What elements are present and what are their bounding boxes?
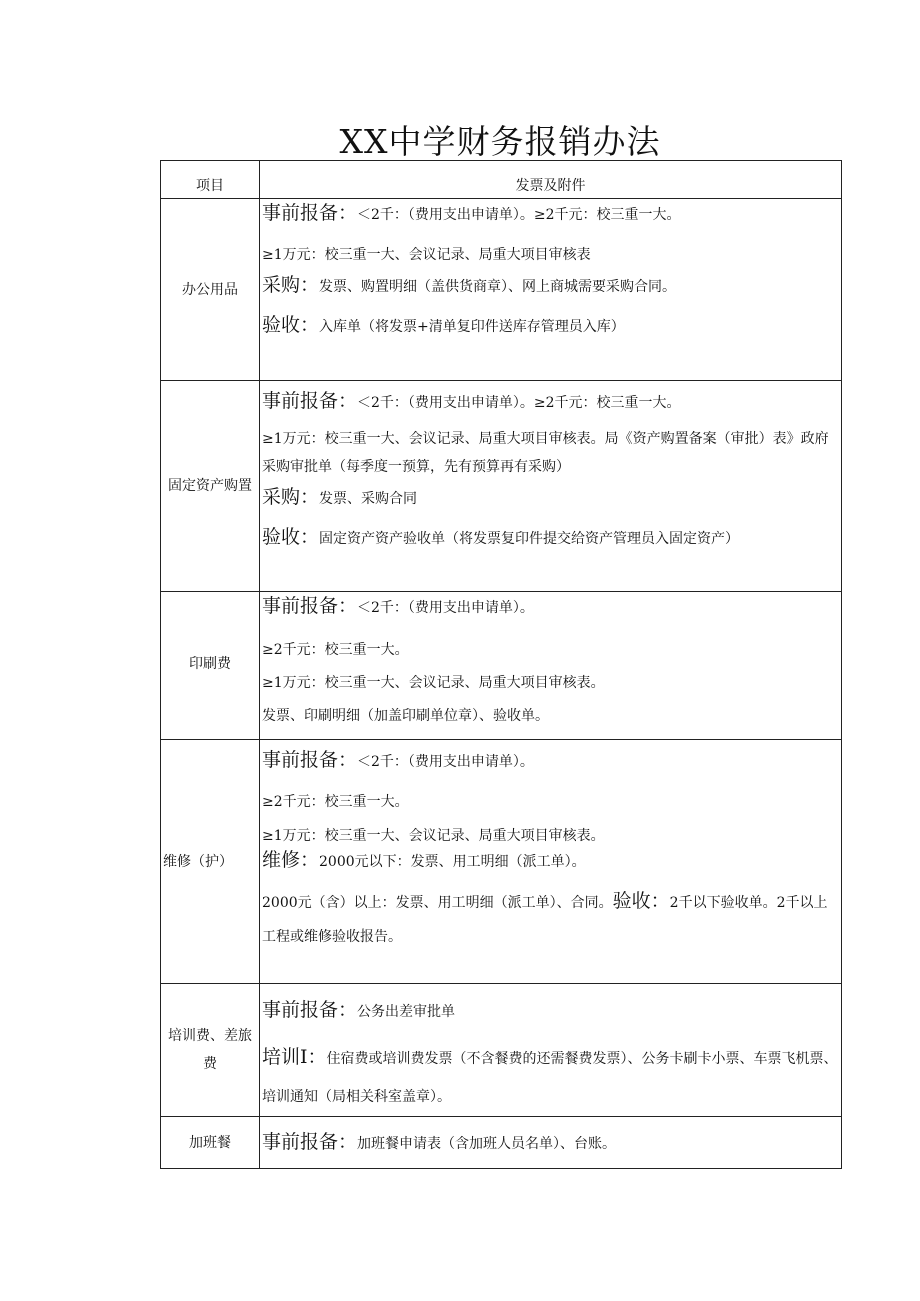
line-text: 2000元（含）以上：发票、用工明细（派工单）、合同。 <box>262 895 613 911</box>
line-text: 发票、购置明细（盖供货商章）、网上商城需要采购合同。 <box>319 279 677 295</box>
line-text: 发票、采购合同 <box>319 491 418 507</box>
row-item-label: 加班餐 <box>161 1117 260 1169</box>
line-label: 事前报备： <box>262 999 358 1021</box>
row-description <box>260 592 842 740</box>
table-header-row <box>161 161 842 199</box>
line-text: ≥1万元：校三重一大、会议记录、局重大项目审核表。 <box>262 675 605 691</box>
row-item-label: 办公用品 <box>161 199 260 381</box>
line-text: 公务出差审批单 <box>357 1004 456 1020</box>
row-description <box>260 1117 842 1169</box>
row-item-label: 维修（护） <box>161 740 260 984</box>
line-label: 事前报备： <box>262 1130 358 1153</box>
line-text: 住宿费或培训费发票（不含餐费的还需餐费发票）、公务卡刷卡小票、车票飞机票、培训通知（局相关科室盖章）。 <box>262 1051 838 1105</box>
desc-line <box>262 425 839 481</box>
row-description <box>260 381 842 592</box>
line-text: ＜2千：（费用支出申请单）。≥2千元：校三重一大。 <box>357 395 681 411</box>
row-description <box>260 740 842 984</box>
line-text: 加班餐申请表（含加班人员名单）、台账。 <box>357 1135 617 1152</box>
line-text: ≥1万元：校三重一大、会议记录、局重大项目审核表。 <box>262 828 605 844</box>
line-label: 验收： <box>612 890 670 912</box>
desc-line <box>262 884 839 954</box>
desc-line <box>262 750 839 772</box>
desc-line <box>262 203 839 225</box>
desc-line <box>262 1038 839 1116</box>
line-label: 事前报备： <box>262 749 358 771</box>
line-text: ≥1万元：校三重一大、会议记录、局重大项目审核表 <box>262 247 591 263</box>
line-text: 2000元以下：发票、用工明细（派工单）。 <box>319 854 586 870</box>
desc-line <box>262 487 839 509</box>
line-text: ＜2千：（费用支出申请单）。≥2千元：校三重一大。 <box>357 207 681 223</box>
desc-line <box>262 706 839 726</box>
table-row <box>161 1117 842 1169</box>
desc-line <box>262 391 839 413</box>
desc-line <box>262 1132 839 1154</box>
line-text: ＜2千：（费用支出申请单）。 <box>357 754 534 770</box>
table-row <box>161 740 842 984</box>
line-label: 事前报备： <box>262 390 358 412</box>
desc-line <box>262 850 839 872</box>
table-row <box>161 381 842 592</box>
desc-line <box>262 275 839 297</box>
line-label: 事前报备： <box>262 202 358 224</box>
line-text: ≥2千元：校三重一大。 <box>262 794 409 810</box>
desc-line <box>262 792 839 812</box>
row-item-label: 固定资产购置 <box>161 381 260 592</box>
line-text: ＜2千：（费用支出申请单）。 <box>357 600 534 616</box>
desc-line <box>262 1000 839 1022</box>
line-label: 培训I： <box>262 1046 327 1068</box>
line-label: 事前报备： <box>262 595 358 617</box>
line-text: ≥2千元：校三重一大。 <box>262 642 409 658</box>
table-row <box>161 592 842 740</box>
line-text: 入库单（将发票+清单复印件送库存管理员入库） <box>319 319 625 335</box>
reimbursement-table <box>160 160 842 1169</box>
line-label: 维修： <box>262 849 320 871</box>
desc-line <box>262 527 839 549</box>
line-text: ≥1万元：校三重一大、会议记录、局重大项目审核表。局《资产购置备案（审批）表》政府采购审批单（每季度一预算，先有预算再有采购） <box>262 431 829 475</box>
table-row <box>161 984 842 1117</box>
line-text: 发票、印刷明细（加盖印刷单位章）、验收单。 <box>262 708 549 724</box>
line-text: 2千以下验收单。2千以上工程或维修验收报告。 <box>262 895 828 945</box>
line-label: 验收： <box>262 526 320 548</box>
desc-line <box>262 315 839 337</box>
line-text: 固定资产资产验收单（将发票复印件提交给资产管理员入固定资产） <box>319 531 740 547</box>
row-item-label: 印刷费 <box>161 592 260 740</box>
table-row <box>161 199 842 381</box>
header-item: 项目 <box>161 161 260 199</box>
desc-line <box>262 673 839 693</box>
desc-line <box>262 245 839 265</box>
header-documents: 发票及附件 <box>260 161 842 199</box>
line-label: 采购： <box>262 274 320 296</box>
line-label: 采购： <box>262 486 320 508</box>
desc-line <box>262 596 839 618</box>
row-item-label: 培训费、差旅费 <box>161 984 260 1117</box>
desc-line <box>262 640 839 660</box>
row-description <box>260 984 842 1117</box>
row-description <box>260 199 842 381</box>
line-label: 验收： <box>262 314 320 336</box>
desc-line <box>262 826 839 846</box>
document-title: XX中学财务报销办法 <box>339 122 661 161</box>
